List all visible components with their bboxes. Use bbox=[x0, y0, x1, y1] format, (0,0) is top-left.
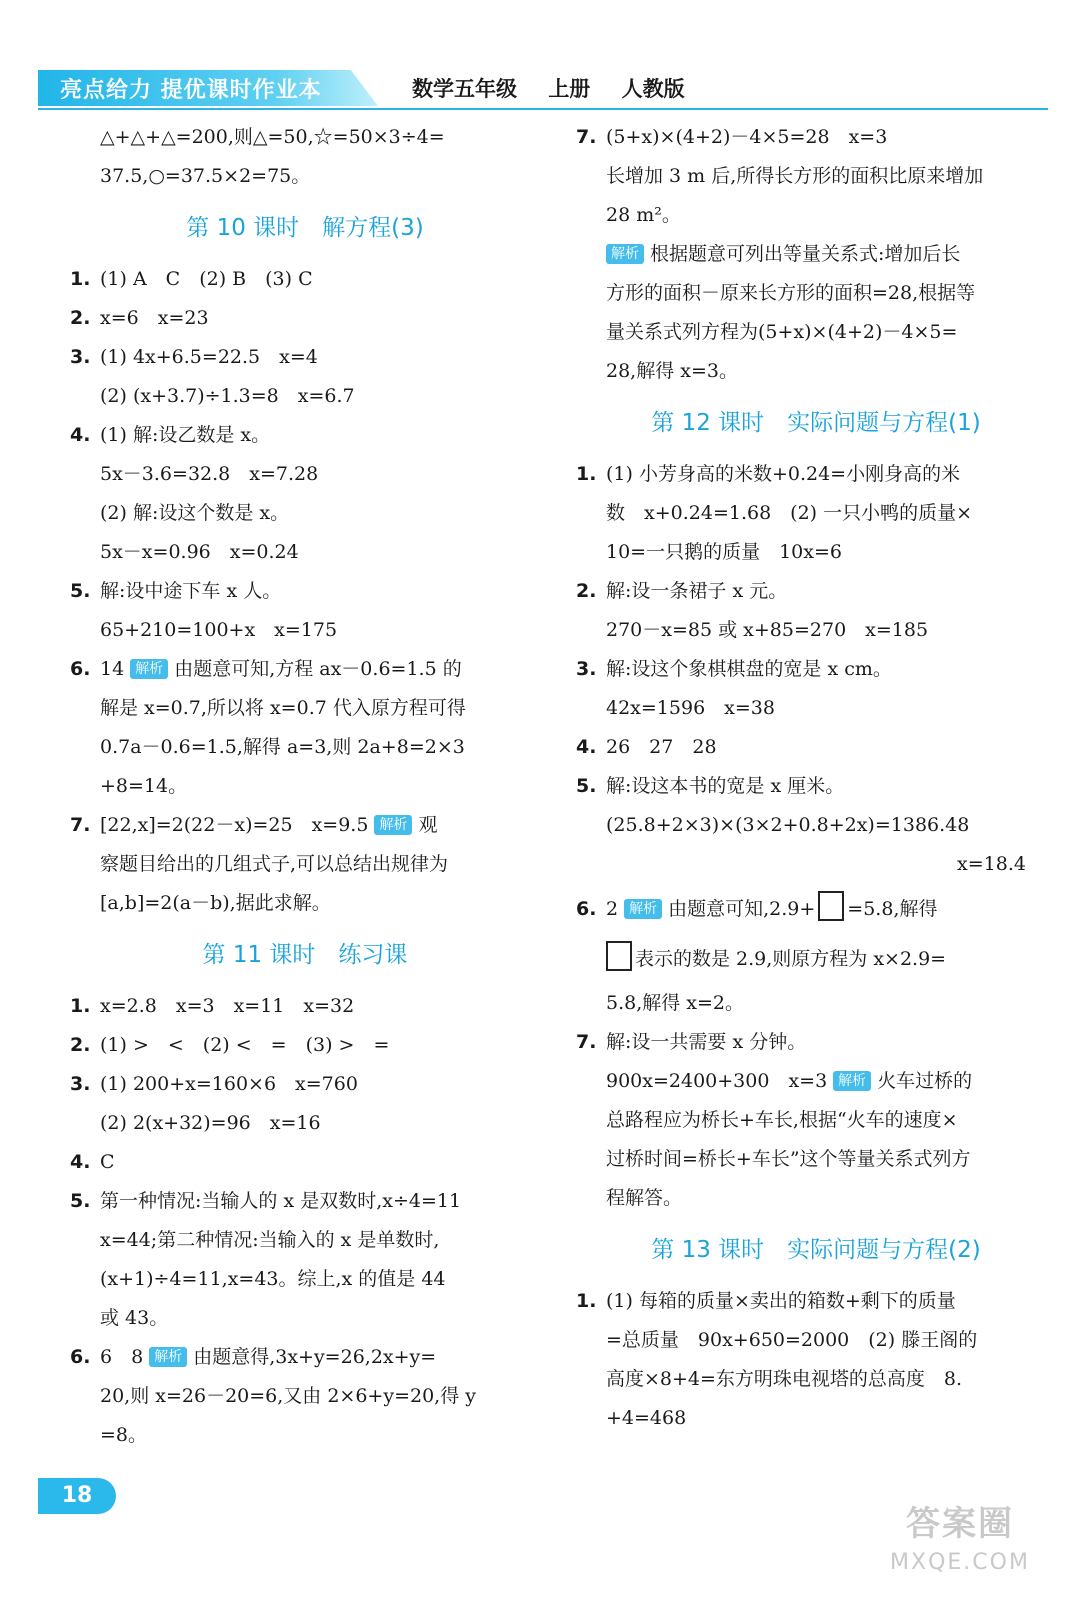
item-number: 2. bbox=[70, 307, 91, 329]
answer-line: 270－x=85 或 x+85=270 x=185 bbox=[606, 619, 929, 641]
answer-text: 由题意得,3x+y=26,2x+y= bbox=[193, 1346, 437, 1368]
answer-text: 观 bbox=[418, 814, 438, 836]
item-number: 6. bbox=[70, 658, 91, 680]
answer-text: [22,x]=2(22－x)=25 x=9.5 bbox=[100, 814, 369, 836]
watermark-title: 答案圈 bbox=[906, 1504, 1014, 1544]
answer-line: (x+1)÷4=11,x=43。综上,x 的值是 44 bbox=[100, 1268, 446, 1290]
answer-line: +4=468 bbox=[606, 1407, 687, 1429]
answer-line: 37.5,○=37.5×2=75。 bbox=[100, 165, 311, 187]
answer-line: △+△+△=200,则△=50,☆=50×3÷4= bbox=[100, 126, 445, 148]
lesson-12-heading: 第 12 课时 实际问题与方程(1) bbox=[651, 410, 981, 436]
answer-text: 6 8 bbox=[100, 1346, 144, 1368]
item-number: 3. bbox=[70, 346, 91, 368]
answer-line: 10=一只鹅的质量 10x=6 bbox=[606, 541, 842, 563]
answer-line: (2) 2(x+32)=96 x=16 bbox=[100, 1112, 321, 1134]
answer-line: 或 43。 bbox=[100, 1307, 169, 1329]
book-title: 亮点给力 提优课时作业本 bbox=[60, 78, 322, 103]
answer-line: 量关系式列方程为(5+x)×(4+2)－4×5= bbox=[606, 321, 958, 343]
header-rule bbox=[38, 108, 1048, 110]
item-number: 1. bbox=[576, 463, 597, 485]
answer-line: 42x=1596 x=38 bbox=[606, 697, 775, 719]
item-number: 1. bbox=[70, 268, 91, 290]
item-number: 4. bbox=[70, 424, 91, 446]
answer-line: 5x－3.6=32.8 x=7.28 bbox=[100, 463, 319, 485]
answer-line: 0.7a－0.6=1.5,解得 a=3,则 2a+8=2×3 bbox=[100, 736, 465, 758]
answer-line: 5x－x=0.96 x=0.24 bbox=[100, 541, 299, 563]
answer-text: C bbox=[100, 1151, 115, 1173]
item-number: 1. bbox=[70, 995, 91, 1017]
answer-text: 第一种情况:当输人的 x 是双数时,x÷4=11 bbox=[100, 1190, 462, 1212]
answer-text: 26 27 28 bbox=[606, 736, 717, 758]
page-number: 18 bbox=[38, 1478, 116, 1514]
item-number: 5. bbox=[70, 580, 91, 602]
item-number: 3. bbox=[70, 1073, 91, 1095]
item-number: 7. bbox=[70, 814, 91, 836]
subject-edition: 人教版 bbox=[621, 77, 685, 101]
answer-line: 20,则 x=26－20=6,又由 2×6+y=20,得 y bbox=[100, 1385, 476, 1407]
answer-text: (5+x)×(4+2)－4×5=28 x=3 bbox=[606, 126, 888, 148]
answer-text: 火车过桥的 bbox=[877, 1070, 973, 1092]
answer-text: (1) > < (2) < = (3) > = bbox=[100, 1034, 390, 1056]
answer-text: 14 bbox=[100, 658, 125, 680]
lesson-11-heading: 第 11 课时 练习课 bbox=[202, 942, 408, 968]
item-number: 4. bbox=[70, 1151, 91, 1173]
answer-line: x=18.4 bbox=[957, 853, 1026, 875]
page-header bbox=[0, 0, 1066, 116]
answer-text: x=2.8 x=3 x=11 x=32 bbox=[100, 995, 355, 1017]
answer-text: =5.8,解得 bbox=[847, 898, 938, 920]
answer-text: (1) 4x+6.5=22.5 x=4 bbox=[100, 346, 318, 368]
item-number: 5. bbox=[576, 775, 597, 797]
item-number: 5. bbox=[70, 1190, 91, 1212]
answer-line: 方形的面积－原来长方形的面积=28,根据等 bbox=[606, 282, 976, 304]
answer-text: 根据题意可列出等量关系式:增加后长 bbox=[650, 243, 961, 265]
answer-text: 解:设一条裙子 x 元。 bbox=[606, 580, 788, 602]
answer-line: (2) 解:设这个数是 x。 bbox=[100, 502, 290, 524]
right-column bbox=[576, 118, 1056, 1438]
answer-line: [a,b]=2(a－b),据此求解。 bbox=[100, 892, 331, 914]
answer-line: =总质量 90x+650=2000 (2) 滕王阁的 bbox=[606, 1329, 978, 1351]
answer-line: (2) (x+3.7)÷1.3=8 x=6.7 bbox=[100, 385, 355, 407]
answer-text: (1) 小芳身高的米数+0.24=小刚身高的米 bbox=[606, 463, 961, 485]
answer-text: 900x=2400+300 x=3 bbox=[606, 1070, 828, 1092]
analysis-tag: 解析 bbox=[130, 659, 168, 679]
answer-text: (1) 每箱的质量×卖出的箱数+剩下的质量 bbox=[606, 1290, 956, 1312]
lesson-13-heading: 第 13 课时 实际问题与方程(2) bbox=[651, 1237, 981, 1263]
answer-line: x=44;第二种情况:当输入的 x 是单数时, bbox=[100, 1229, 440, 1251]
answer-text: 2 bbox=[606, 898, 619, 920]
analysis-tag: 解析 bbox=[149, 1347, 187, 1367]
answer-line: 程解答。 bbox=[606, 1187, 683, 1209]
answer-text: (1) 200+x=160×6 x=760 bbox=[100, 1073, 358, 1095]
blank-box bbox=[606, 941, 632, 971]
subject-volume: 上册 bbox=[548, 77, 591, 101]
answer-line: +8=14。 bbox=[100, 775, 188, 797]
answer-line: 解是 x=0.7,所以将 x=0.7 代入原方程可得 bbox=[100, 697, 466, 719]
answer-text: x=6 x=23 bbox=[100, 307, 209, 329]
answer-line: 察题目给出的几组式子,可以总结出规律为 bbox=[100, 853, 449, 875]
analysis-tag: 解析 bbox=[624, 899, 662, 919]
item-number: 7. bbox=[576, 1031, 597, 1053]
answer-text: 由题意可知,方程 ax－0.6=1.5 的 bbox=[174, 658, 462, 680]
analysis-tag: 解析 bbox=[374, 815, 412, 835]
item-number: 2. bbox=[70, 1034, 91, 1056]
blank-box bbox=[818, 891, 844, 921]
answer-line: 5.8,解得 x=2。 bbox=[606, 992, 745, 1014]
answer-text: (1) A C (2) B (3) C bbox=[100, 268, 313, 290]
item-number: 6. bbox=[576, 898, 597, 920]
answer-text: (1) 解:设乙数是 x。 bbox=[100, 424, 271, 446]
subject-grade: 数学五年级 bbox=[412, 77, 517, 101]
answer-text: 解:设中途下车 x 人。 bbox=[100, 580, 282, 602]
answer-text: 表示的数是 2.9,则原方程为 x×2.9= bbox=[635, 948, 947, 970]
answer-line: 过桥时间=桥长+车长”这个等量关系式列方 bbox=[606, 1148, 971, 1170]
subject-info bbox=[412, 73, 709, 103]
item-number: 1. bbox=[576, 1290, 597, 1312]
answer-text: 由题意可知,2.9+ bbox=[668, 898, 816, 920]
answer-line: 65+210=100+x x=175 bbox=[100, 619, 338, 641]
left-column bbox=[70, 118, 540, 1455]
item-number: 3. bbox=[576, 658, 597, 680]
analysis-tag: 解析 bbox=[606, 244, 644, 264]
answer-line: 高度×8+4=东方明珠电视塔的总高度 8. bbox=[606, 1368, 963, 1390]
answer-text: 解:设这本书的宽是 x 厘米。 bbox=[606, 775, 845, 797]
answer-line: 总路程应为桥长+车长,根据“火车的速度× bbox=[606, 1109, 958, 1131]
item-number: 4. bbox=[576, 736, 597, 758]
answer-text: 解:设一共需要 x 分钟。 bbox=[606, 1031, 807, 1053]
item-number: 6. bbox=[70, 1346, 91, 1368]
watermark-logo bbox=[870, 1500, 1050, 1590]
answer-line: (25.8+2×3)×(3×2+0.8+2x)=1386.48 bbox=[606, 814, 970, 836]
answer-line: 数 x+0.24=1.68 (2) 一只小鸭的质量× bbox=[606, 502, 973, 524]
answer-text: 解:设这个象棋棋盘的宽是 x cm。 bbox=[606, 658, 892, 680]
watermark-url: MXQE.COM bbox=[890, 1550, 1030, 1575]
answer-line: 长增加 3 m 后,所得长方形的面积比原来增加 bbox=[606, 165, 984, 187]
analysis-tag: 解析 bbox=[833, 1071, 871, 1091]
item-number: 2. bbox=[576, 580, 597, 602]
item-number: 7. bbox=[576, 126, 597, 148]
answer-line: 28,解得 x=3。 bbox=[606, 360, 738, 382]
lesson-10-heading: 第 10 课时 解方程(3) bbox=[186, 215, 424, 241]
answer-line: 28 m²。 bbox=[606, 204, 681, 226]
answer-line: =8。 bbox=[100, 1424, 148, 1446]
